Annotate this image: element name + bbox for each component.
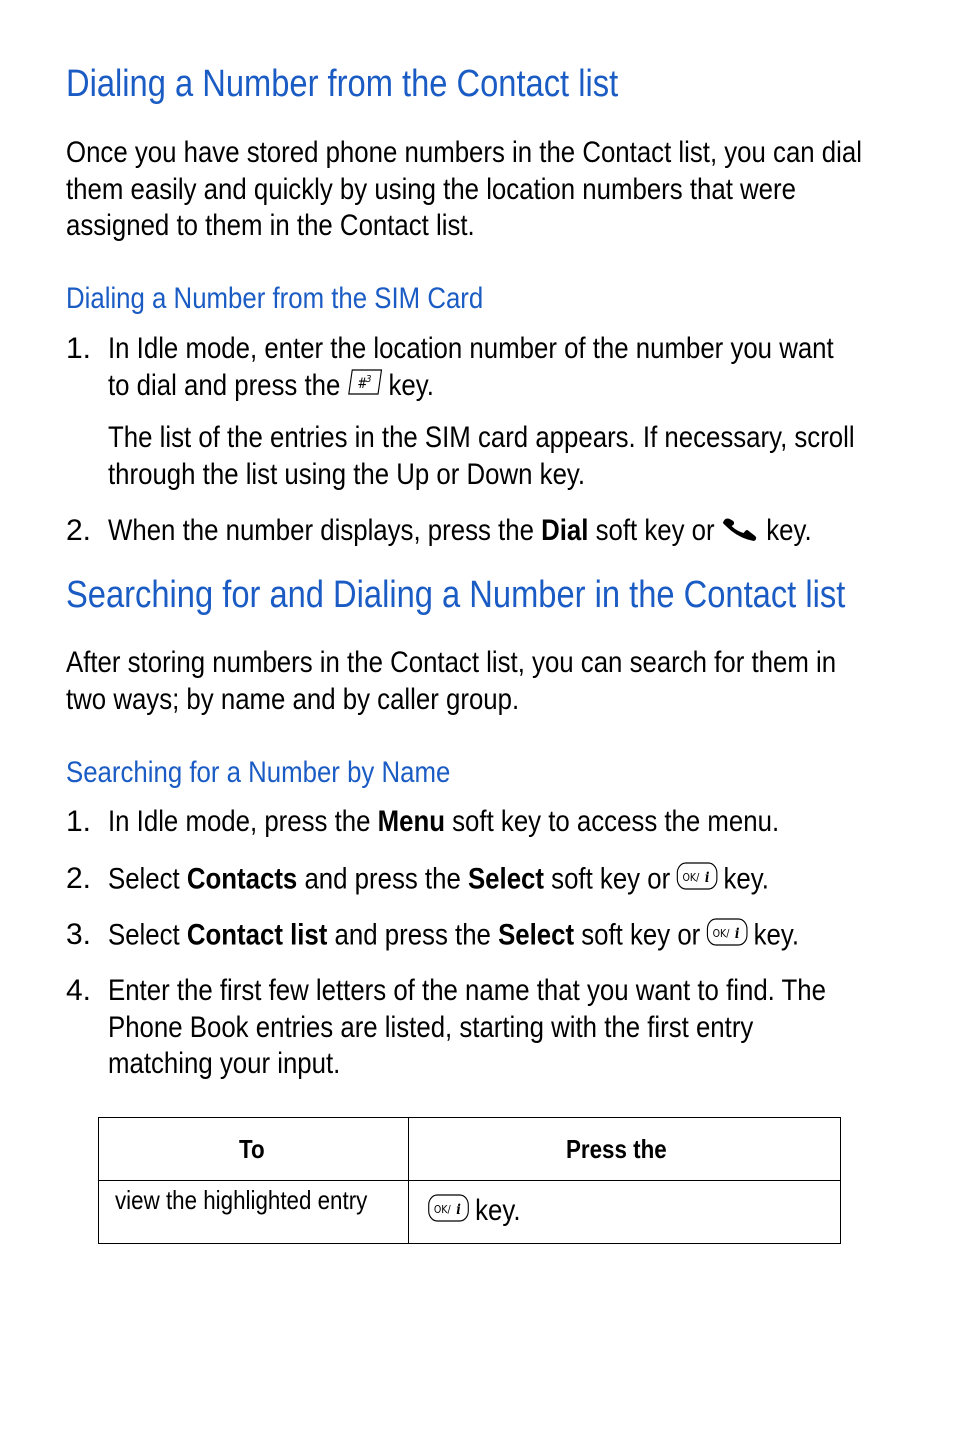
table-header-to: To [99,1118,409,1181]
section-title-searching: Searching for and Dialing a Number in the Contact list [66,574,846,616]
table-row [99,1181,841,1244]
svg-text:OK/: OK/ [712,927,730,941]
svg-text:3: 3 [366,373,372,386]
table-cell-press: OK/ i key. [409,1181,841,1244]
table-header-press: Press the [409,1118,841,1181]
svg-text:OK/: OK/ [682,871,700,885]
svg-text:OK/: OK/ [434,1203,452,1217]
intro-paragraph-dialing: Once you have stored phone numbers in the Contact list, you can dial them easily and quickly by using the location numbers that were assigned to them in the Contact list. [66,136,862,242]
subsection-title-by-name: Searching for a Number by Name [66,756,451,789]
section-title-dialing: Dialing a Number from the Contact list [66,63,619,105]
table-cell-to: view the highlighted entry [99,1181,409,1244]
svg-text:#: # [357,376,368,393]
ok-key-icon [705,917,748,957]
ok-key-icon [675,861,718,901]
table-header-row [99,1118,841,1181]
key-reference-table [98,1117,841,1244]
subsection-title-sim-card: Dialing a Number from the SIM Card [66,282,484,315]
svg-text:i: i [734,926,740,943]
svg-text:i: i [704,870,710,887]
svg-text:i: i [456,1202,462,1219]
hash-key-icon [346,368,384,406]
intro-paragraph-searching: After storing numbers in the Contact list, you can search for them in two ways; by name and by caller group. [66,646,837,716]
ok-key-icon [427,1193,470,1231]
send-key-icon [720,513,761,551]
